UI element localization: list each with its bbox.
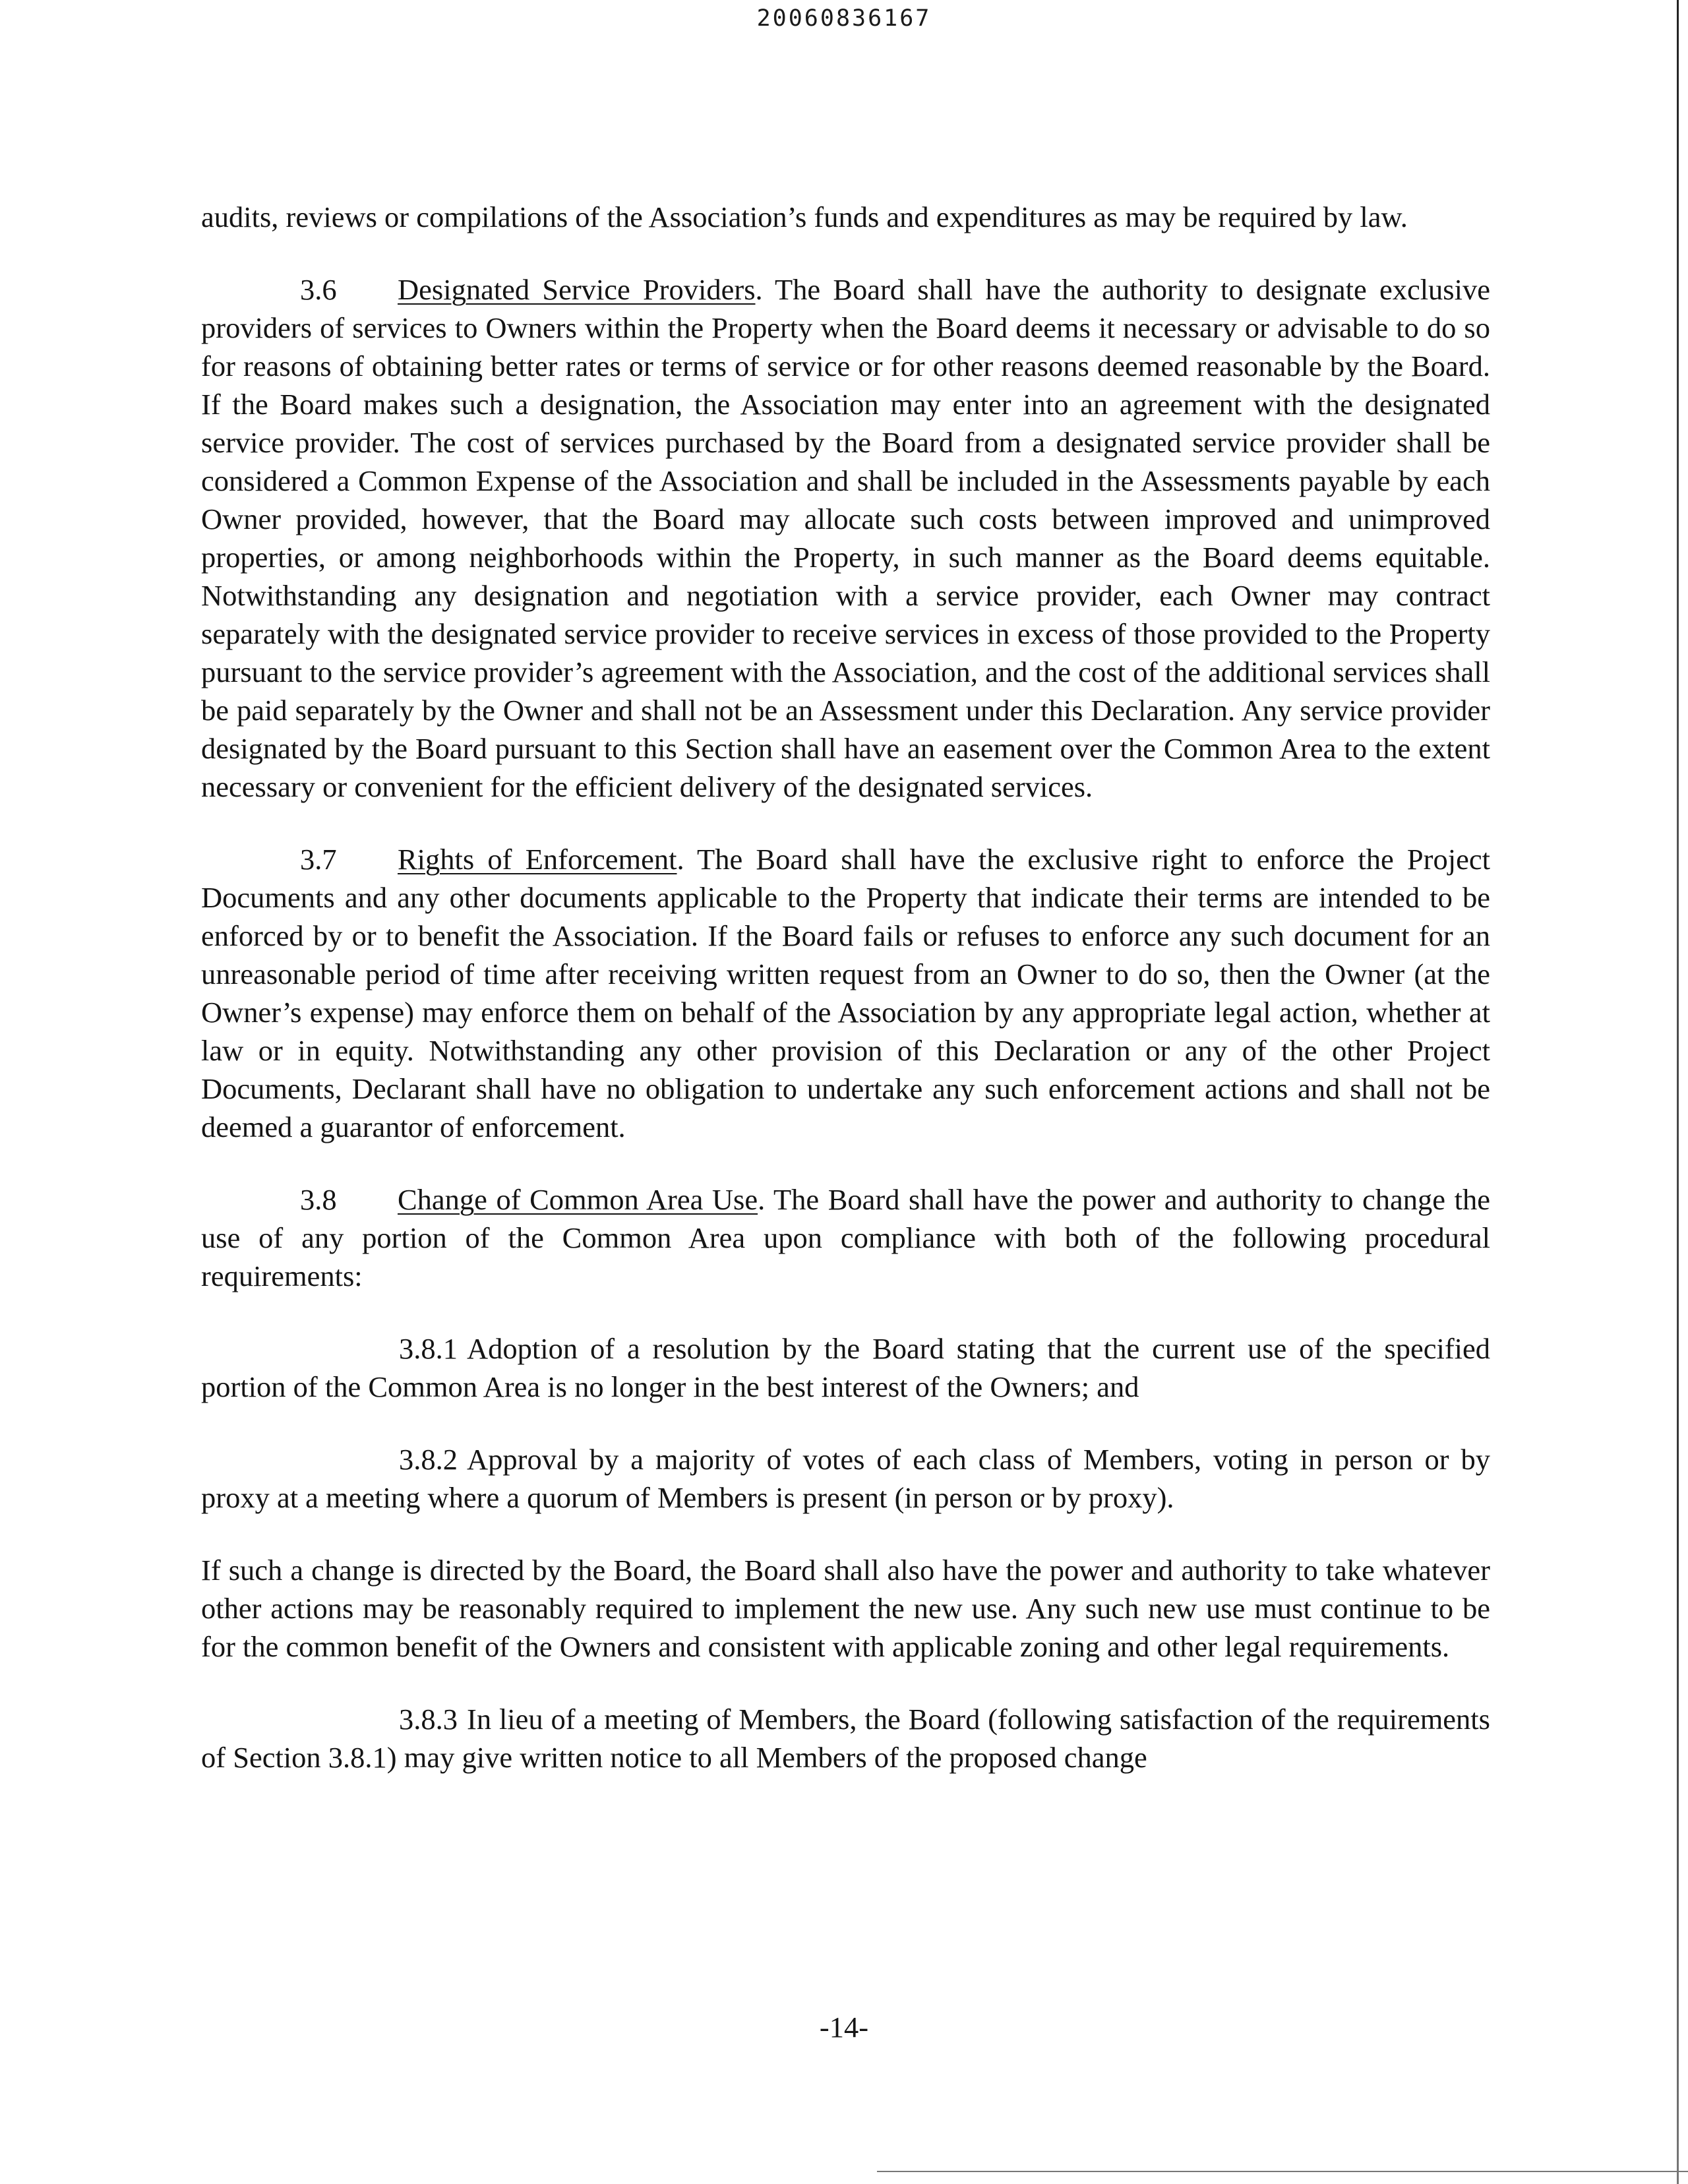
section-number: 3.6 [300, 273, 337, 306]
scan-bottom-line [877, 2171, 1688, 2172]
section-body: . The Board shall have the exclusive right to enforce the Project Documents and any other documents applicable to the Property that indicate their terms are intended to be enforced by or to benefit the Association. If the Board fails or refuses to enforce any such document for an unreasonable period of time after receiving written request from an Owner to do so, then the Owner (at the Owner’s expense) may enforce them on behalf of the Association by any appropriate legal action, whether at law or in equity. Notwithstanding any other provision of this Declaration or any of the other Project Documents, Declarant shall have no obligation to undertake any such enforcement actions and shall not be deemed a guarantor of enforcement. [201, 843, 1490, 1143]
section-3-8-1 [201, 1329, 1490, 1406]
section-3-6 [201, 270, 1490, 806]
scan-edge-line [1677, 0, 1679, 2184]
subsection-number: 3.8.3 [399, 1703, 458, 1736]
section-number: 3.7 [300, 843, 337, 876]
intro-text: audits, reviews or compilations of the Association’s funds and expenditures as may be required by law. [201, 200, 1408, 233]
change-note-text: If such a change is directed by the Board, the Board shall also have the power and authority to take whatever other actions may be reasonably required to implement the new use. Any such new use must continue to be for the common benefit of the Owners and consistent with applicable zoning and other legal requirements. [201, 1554, 1490, 1663]
section-heading: Designated Service Providers [398, 273, 756, 306]
section-3-8-2 [201, 1440, 1490, 1517]
section-heading: Change of Common Area Use [398, 1183, 758, 1216]
section-body: . The Board shall have the power and authority to change the use of any portion of the Common Area upon compliance with both of the following procedural requirements: [201, 1183, 1490, 1292]
subsection-number: 3.8.2 [399, 1443, 458, 1476]
subsection-body: Adoption of a resolution by the Board stating that the current use of the specified portion of the Common Area is no longer in the best interest of the Owners; and [201, 1332, 1490, 1403]
section-3-7 [201, 840, 1490, 1146]
page-number: -14- [819, 2011, 869, 2044]
section-heading: Rights of Enforcement [398, 843, 677, 876]
section-3-8-3 [201, 1700, 1490, 1776]
section-body: . The Board shall have the authority to designate exclusive providers of services to Owners within the Property when the Board deems it necessary or advisable to do so for reasons of obtaining better rates or terms of service or for other reasons deemed reasonable by the Board. If the Board makes such a designation, the Association may enter into an agreement with the designated service provider. The cost of services purchased by the Board from a designated service provider shall be considered a Common Expense of the Association and shall be included in the Assessments payable by each Owner provided, however, that the Board may allocate such costs between improved and unimproved properties, or among neighborhoods within the Property, in such manner as the Board deems equitable. Notwithstanding any designation and negotiation with a service provider, each Owner may contract separately with the designated service provider to receive services in excess of those provided to the Property pursuant to the service provider’s agreement with the Association, and the cost of the additional services shall be paid separately by the Owner and shall not be an Assessment under this Declaration. Any service provider designated by the Board pursuant to this Section shall have an easement over the Common Area to the extent necessary or convenient for the efficient delivery of the designated services. [201, 273, 1490, 803]
subsection-number: 3.8.1 [399, 1332, 458, 1365]
section-3-8 [201, 1180, 1490, 1295]
change-note-paragraph [201, 1551, 1490, 1666]
page-body [201, 198, 1490, 1811]
subsection-body: Approval by a majority of votes of each class of Members, voting in person or by proxy at a meeting where a quorum of Members is present (in person or by proxy). [201, 1443, 1490, 1514]
subsection-body: In lieu of a meeting of Members, the Board (following satisfaction of the requirements of Section 3.8.1) may give written notice to all Members of the proposed change [201, 1703, 1490, 1774]
section-number: 3.8 [300, 1183, 337, 1216]
document-number: 20060836167 [756, 5, 932, 32]
intro-paragraph [201, 198, 1490, 236]
